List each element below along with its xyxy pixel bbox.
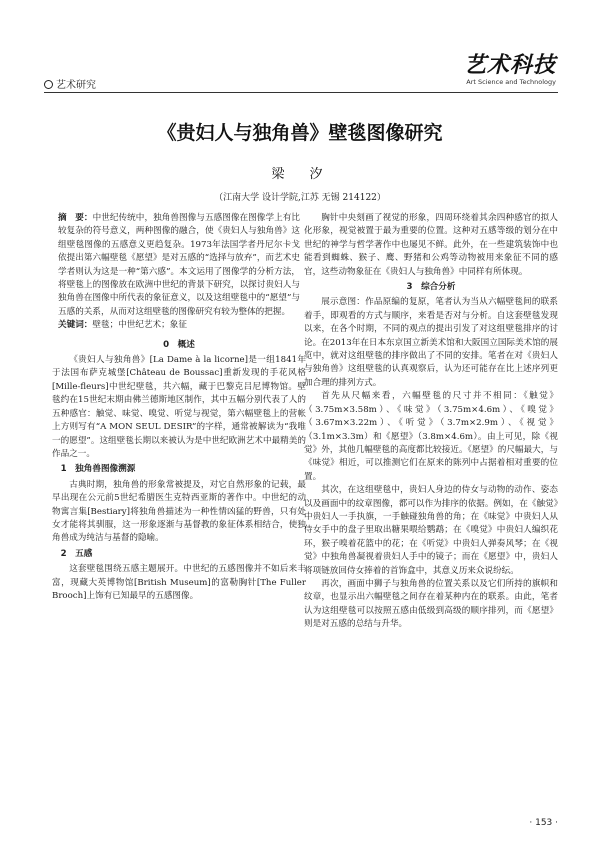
left-column (52, 212, 306, 603)
section-heading: 1 独角兽图像溯源 (60, 464, 136, 475)
keywords-text: 壁毯；中世纪艺术；象征 (92, 320, 187, 331)
body-paragraph: 其次，在这组壁毯中，贵妇人身边的侍女与动物的动作、姿态以及画面中的纹章图像，都可以作为排序的依据。例如，在《触觉》中贵妇人一手执旗，一手触碰独角兽的角；在《味觉》中贵妇人从侍女手中的盘子里取出糖果喂给鹦鹉；在《嗅觉》中贵妇人编织花环，猴子嗅着花篮中的花；在《听觉》中贵妇人弹奏风琴；在《视觉》中独角兽凝视着贵妇人手中的镜子；而在《愿望》中，贵妇人将项链放回侍女捧着的首饰盒中，其意义历来众说纷纭。 (304, 485, 558, 576)
body-paragraph: 《贵妇人与独角兽》[La Dame à la licorne]是一组1841年于法国布萨克城堡[Château de Boussac]重新发现的手花风格[Mille-fleurs]中世纪壁毯，共六幅，藏于巴黎克吕尼博物馆。壁毯约在15世纪末期由佛兰德斯地区制作，其中五幅分别代表了人的五种感官：触觉、味觉、嗅觉、听觉与视觉，第六幅壁毯上的营帐上方则写有“A MON SEUL DESIR”的字样，通常被解读为“我唯一的愿望”。这组壁毯长期以来被认为是中世纪欧洲艺术中最精美的作品之一。 (52, 355, 306, 459)
abstract (52, 212, 306, 319)
body-paragraph: 胸针中央刻画了视觉的形象，四周环绕着其余四种感官的拟人化形象，视觉被置于最为重要的位置。这种对五感等级的划分在中世纪的神学与哲学著作中也屡见不鲜。此外，在一些建筑装饰中也能看到蜘蛛、猴子、鹰、野猪和公鸡等动物被用来象征不同的感官，这些动物象征在《贵妇人与独角兽》中同样有所体现。 (304, 213, 558, 277)
section-heading: 0 概述 (163, 339, 195, 350)
logo-english: Art Science and Technology (466, 78, 556, 86)
paper-author: 梁 汐 (271, 167, 329, 182)
body-paragraph: 古典时期，独角兽的形象常被提及，对它自然形象的记载，最早出现在公元前5世纪希腊医生克特西亚斯的著作中。中世纪的动物寓言集[Bestiary]将独角兽描述为一种性情凶猛的野兽，只有处女才能将其驯服，这一形象逐渐与基督教的象征体系相结合，使独角兽成为纯洁与基督的隐喻。 (52, 479, 306, 544)
bullet-icon (44, 80, 53, 89)
abstract-text: 中世纪传统中，独角兽图像与五感图像在图像学上有比较复杂的符号意义，两种图像的融合，使《贵妇人与独角兽》这组壁毯图像的五感意义更趋复杂。1973年法国学者丹尼尔卡戈依提出第六幅壁毯《愿望》是对五感的“选择与放弃”，而艺术史学者则认为这是一种“第六感”。本文运用了图像学的分析方法，将壁毯上的图像放在欧洲中世纪的背景下研究，以探讨贵妇人与独角兽在图像中所代表的象征意义，以及这组壁毯中的“愿望”与五感的关系，从而对这组壁毯的图像研究有较为整体的把握。 (58, 213, 300, 317)
journal-header (44, 52, 558, 92)
paper-title: 《贵妇人与独角兽》壁毯图像研究 (157, 122, 443, 144)
section-heading: 2 五感 (60, 548, 93, 559)
journal-logo (448, 48, 558, 92)
page-number: · 153 · (529, 818, 558, 828)
keywords-label: 关键词： (58, 320, 93, 331)
section-label: 艺术研究 (56, 80, 96, 91)
body-paragraph: 首先从尺幅来看，六幅壁毯的尺寸并不相同：《触觉》（3.75m×3.58m）、《味觉》（3.75m×4.6m）、《嗅觉》（3.67m×3.22m）、《听觉》（3.7m×2.9m）、《视觉》（3.1m×3.3m）和《愿望》（3.8m×4.6m）。由上可见，除《视觉》外，其他几幅壁毯的高度都比较接近。《愿望》的尺幅最大，与《味觉》相近，可以推测它们在原来的陈列中占据着相对重要的位置。 (304, 391, 558, 482)
section-tag (44, 76, 96, 91)
body-paragraph: 这套壁毯围绕五感主题展开。中世纪的五感图像并不如后来丰富，现藏大英博物馆[British Museum]的富勒胸针[The Fuller Brooch]上饰有已知最早的五感图像。 (52, 564, 306, 601)
logo-chinese: 艺术科技 (463, 52, 556, 78)
body-paragraph: 展示意图：作品原编的复原，笔者认为当从六幅壁毯间的联系着手，即观看的方式与顺序，来看是否对与分析。自这套壁毯发现以来，在各个时期，不同的观点的提出引发了对这组壁毯排序的讨论。在2013年在日本东京国立新美术馆和大阪国立国际美术馆的展览中，就对这组壁毯的排序做出了不同的安排。笔者在对《贵妇人与独角兽》这组壁毯的认真观察后，认为还可能存在比上述序列更加合理的排列方式。 (304, 297, 558, 388)
body-paragraph: 再次，画面中狮子与独角兽的位置关系以及它们所持的旗帜和纹章，也显示出六幅壁毯之间存在着某种内在的联系。由此，笔者认为这组壁毯可以按照五感由低级到高级的顺序排列，而《愿望》则是对五感的总结与升华。 (304, 578, 558, 630)
abstract-label: 摘 要： (58, 213, 93, 223)
keywords (52, 319, 306, 332)
section-heading: 3 综合分析 (406, 282, 456, 293)
header-rule (44, 92, 558, 93)
right-column (304, 212, 558, 632)
paper-affiliation: （江南大学 设计学院,江苏 无锡 214122） (214, 193, 386, 203)
